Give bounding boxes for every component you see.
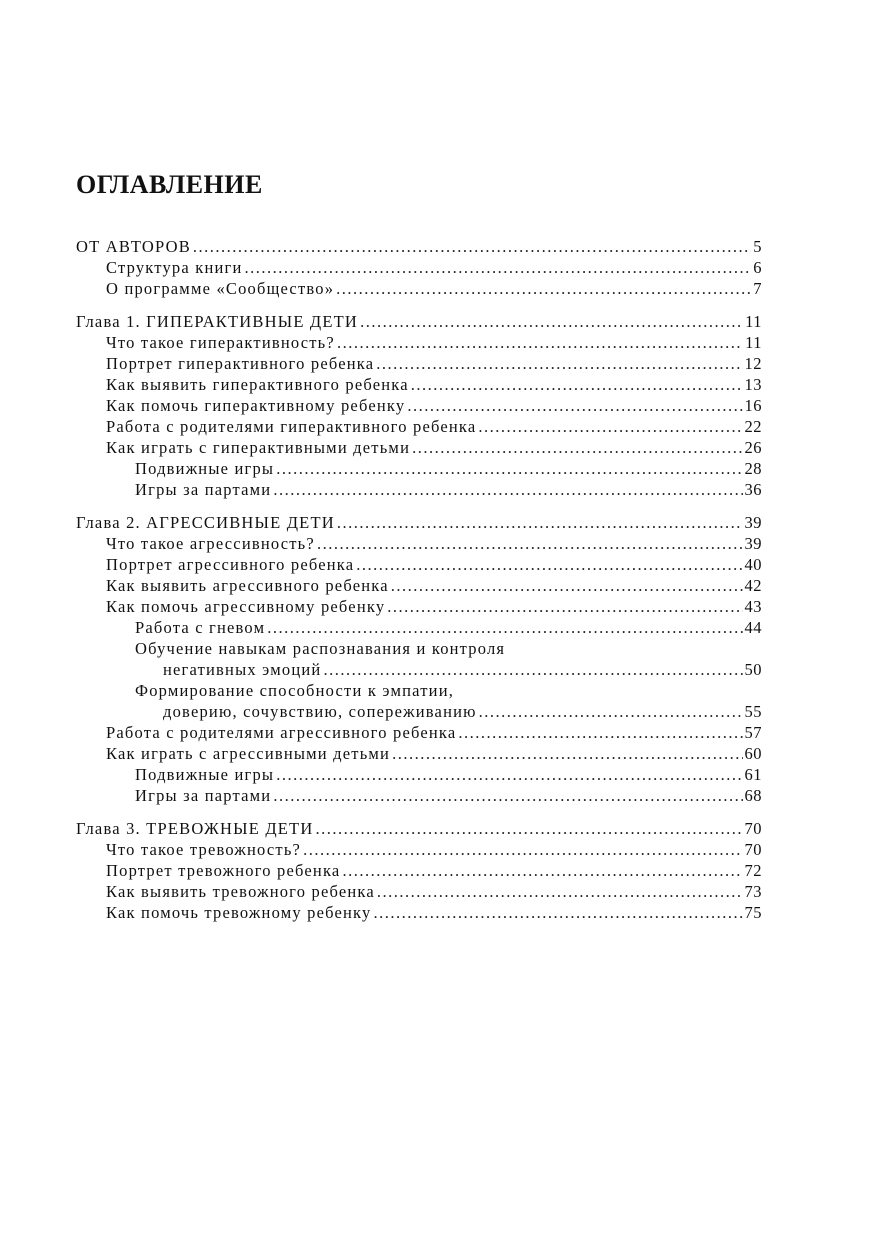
dot-leader [373,902,742,923]
toc-entry-title: Портрет гиперактивного ребенка [106,354,375,373]
toc-entry[interactable] [76,881,762,902]
toc-entry-title: негативных эмоций [163,660,322,679]
toc-entry[interactable] [76,659,762,680]
toc-entry[interactable] [76,701,762,722]
toc-entry-title: Игры за партами [135,480,272,499]
toc-entry[interactable] [76,596,762,617]
toc-entry-title: О программе «Сообщество» [106,279,335,298]
dot-leader [391,575,743,596]
toc-entry-title: Как помочь тревожному ребенку [106,903,372,922]
table-of-contents [76,236,762,923]
toc-entry-title: Обучение навыкам распознавания и контроля [135,639,506,658]
toc-entry-title: Формирование способности к эмпатии, [135,681,455,700]
toc-entry[interactable] [76,554,762,575]
dot-leader [267,617,742,638]
toc-entry-title: Как играть с агрессивными детьми [106,744,391,763]
toc-entry[interactable] [76,416,762,437]
dot-leader [412,437,742,458]
dot-leader [377,881,743,902]
toc-entry[interactable] [76,278,762,299]
dot-leader [407,395,742,416]
dot-leader [323,659,742,680]
toc-entry-title: Структура книги [106,258,243,277]
toc-page-number: 12 [744,354,762,373]
toc-entry-title: Портрет агрессивного ребенка [106,555,355,574]
toc-entry[interactable] [76,860,762,881]
toc-entry[interactable] [76,353,762,374]
toc-entry-title: Как выявить агрессивного ребенка [106,576,389,595]
toc-page-number: 36 [744,480,762,499]
toc-page-number: 73 [744,882,762,901]
toc-entry[interactable] [76,332,762,353]
dot-leader [245,257,752,278]
toc-entry-title: Работа с родителями гиперактивного ребенка [106,417,477,436]
dot-leader [376,353,742,374]
dot-leader [458,722,742,743]
toc-page-number: 39 [744,513,762,532]
toc-page-number: 61 [744,765,762,784]
chapter-spacer [76,500,762,512]
toc-page-number: 16 [744,396,762,415]
toc-entry-title: Подвижные игры [135,459,275,478]
toc-entry-title: Глава 2. АГРЕССИВНЫЕ ДЕТИ [76,513,335,532]
toc-entry-title: Что такое агрессивность? [106,534,315,553]
dot-leader [273,479,742,500]
dot-leader [273,785,742,806]
dot-leader [392,743,742,764]
toc-entry-title: доверию, сочувствию, сопереживанию [163,702,477,721]
dot-leader [276,764,742,785]
toc-entry-title: Игры за партами [135,786,272,805]
toc-entry-title: Как помочь гиперактивному ребенку [106,396,406,415]
toc-entry-title: Глава 3. ТРЕВОЖНЫЕ ДЕТИ [76,819,314,838]
toc-entry[interactable] [76,839,762,860]
toc-entry[interactable] [76,743,762,764]
toc-page-number: 6 [753,258,762,277]
toc-chapter-entry[interactable] [76,236,762,257]
toc-entry[interactable] [76,437,762,458]
dot-leader [315,818,742,839]
dot-leader [360,311,743,332]
toc-entry[interactable] [76,479,762,500]
toc-page-number: 39 [744,534,762,553]
toc-page-number: 22 [744,417,762,436]
toc-entry[interactable] [76,533,762,554]
toc-entry[interactable] [76,617,762,638]
toc-page-number: 57 [744,723,762,742]
toc-entry-title: Что такое тревожность? [106,840,302,859]
toc-chapter-entry[interactable] [76,311,762,332]
toc-entry-title: Как играть с гиперактивными детьми [106,438,411,457]
toc-entry-title: Работа с гневом [135,618,266,637]
toc-entry[interactable] [76,575,762,596]
toc-entry[interactable] [76,680,762,701]
chapter-spacer [76,806,762,818]
toc-chapter-entry[interactable] [76,818,762,839]
toc-page-number: 44 [744,618,762,637]
toc-entry[interactable] [76,638,762,659]
dot-leader [303,839,742,860]
toc-entry-title: Как выявить тревожного ребенка [106,882,375,901]
toc-entry-title: Что такое гиперактивность? [106,333,335,352]
toc-page-number: 70 [744,819,762,838]
toc-page-number: 7 [753,279,762,298]
toc-page-number: 11 [745,312,762,331]
dot-leader [479,701,743,722]
toc-page-number: 11 [745,333,762,352]
toc-page-number: 68 [744,786,762,805]
toc-page-number: 50 [744,660,762,679]
dot-leader [342,860,742,881]
toc-page-number: 43 [744,597,762,616]
toc-entry[interactable] [76,902,762,923]
dot-leader [193,236,751,257]
dot-leader [337,512,743,533]
toc-entry-title: Работа с родителями агрессивного ребенка [106,723,457,742]
dot-leader [478,416,742,437]
toc-entry[interactable] [76,785,762,806]
toc-entry[interactable] [76,395,762,416]
toc-page-number: 26 [744,438,762,457]
toc-page-number: 70 [744,840,762,859]
toc-entry-title: Как выявить гиперактивного ребенка [106,375,409,394]
dot-leader [387,596,742,617]
chapter-spacer [76,299,762,311]
toc-entry-title: Подвижные игры [135,765,275,784]
toc-entry[interactable] [76,458,762,479]
dot-leader [337,332,743,353]
toc-entry-title: Портрет тревожного ребенка [106,861,341,880]
toc-entry[interactable] [76,374,762,395]
dot-leader [317,533,743,554]
dot-leader [356,554,742,575]
dot-leader [336,278,751,299]
page-title: ОГЛАВЛЕНИЕ [76,170,263,199]
toc-entry-title: Как помочь агрессивному ребенку [106,597,386,616]
toc-page-number: 42 [744,576,762,595]
toc-page-number: 13 [744,375,762,394]
toc-page-number: 72 [744,861,762,880]
toc-page-number: 75 [744,903,762,922]
toc-page-number: 28 [744,459,762,478]
toc-entry-title: Глава 1. ГИПЕРАКТИВНЫЕ ДЕТИ [76,312,359,331]
toc-chapter-entry[interactable] [76,512,762,533]
toc-entry[interactable] [76,764,762,785]
toc-page-number: 5 [753,237,762,256]
toc-page-number: 40 [744,555,762,574]
toc-page-number: 55 [744,702,762,721]
toc-entry[interactable] [76,257,762,278]
toc-entry[interactable] [76,722,762,743]
dot-leader [411,374,743,395]
toc-entry-title: ОТ АВТОРОВ [76,237,191,256]
dot-leader [276,458,742,479]
toc-page-number: 60 [744,744,762,763]
